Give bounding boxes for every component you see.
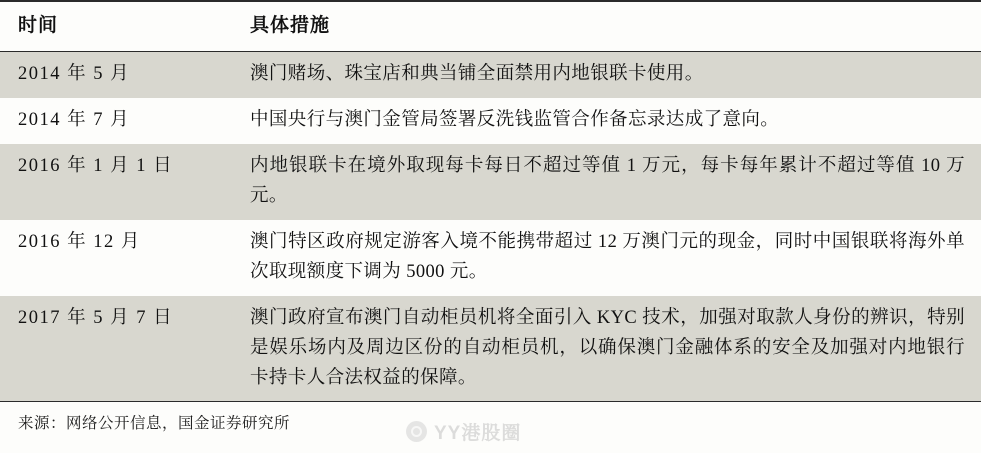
- watermark-label: YY港股圈: [434, 423, 522, 444]
- cell-time: 2017 年 5 月 7 日: [0, 296, 232, 402]
- cell-measure: 澳门特区政府规定游客入境不能携带超过 12 万澳门元的现金，同时中国银联将海外单次取现额度下调为 5000 元。: [232, 220, 981, 296]
- table-row: [0, 296, 981, 402]
- cell-measure: 内地银联卡在境外取现每卡每日不超过等值 1 万元，每卡每年累计不超过等值 10 万元。: [232, 144, 981, 220]
- cell-time: 2014 年 7 月: [0, 98, 232, 144]
- column-header-measure: 具体措施: [232, 1, 981, 51]
- column-header-time: 时间: [0, 1, 232, 51]
- table-row: [0, 51, 981, 97]
- cell-measure: 澳门政府宣布澳门自动柜员机将全面引入 KYC 技术，加强对取款人身份的辨识，特别是娱乐场内及周边区份的自动柜员机，以确保澳门金融体系的安全及加强对内地银行卡持卡人合法权益的保障。: [232, 296, 981, 402]
- cell-time: 2014 年 5 月: [0, 51, 232, 97]
- table-body: [0, 1, 981, 402]
- source-note: 来源：网络公开信息，国金证券研究所: [18, 415, 291, 433]
- table-row: [0, 98, 981, 144]
- watermark: [406, 418, 521, 445]
- table-row: [0, 220, 981, 296]
- table-row: [0, 144, 981, 220]
- table-header-row: [0, 1, 981, 51]
- cell-measure: 中国央行与澳门金管局签署反洗钱监管合作备忘录达成了意向。: [232, 98, 981, 144]
- cell-measure: 澳门赌场、珠宝店和典当铺全面禁用内地银联卡使用。: [232, 51, 981, 97]
- cell-time: 2016 年 1 月 1 日: [0, 144, 232, 220]
- cell-time: 2016 年 12 月: [0, 220, 232, 296]
- circle-logo-icon: [406, 421, 427, 442]
